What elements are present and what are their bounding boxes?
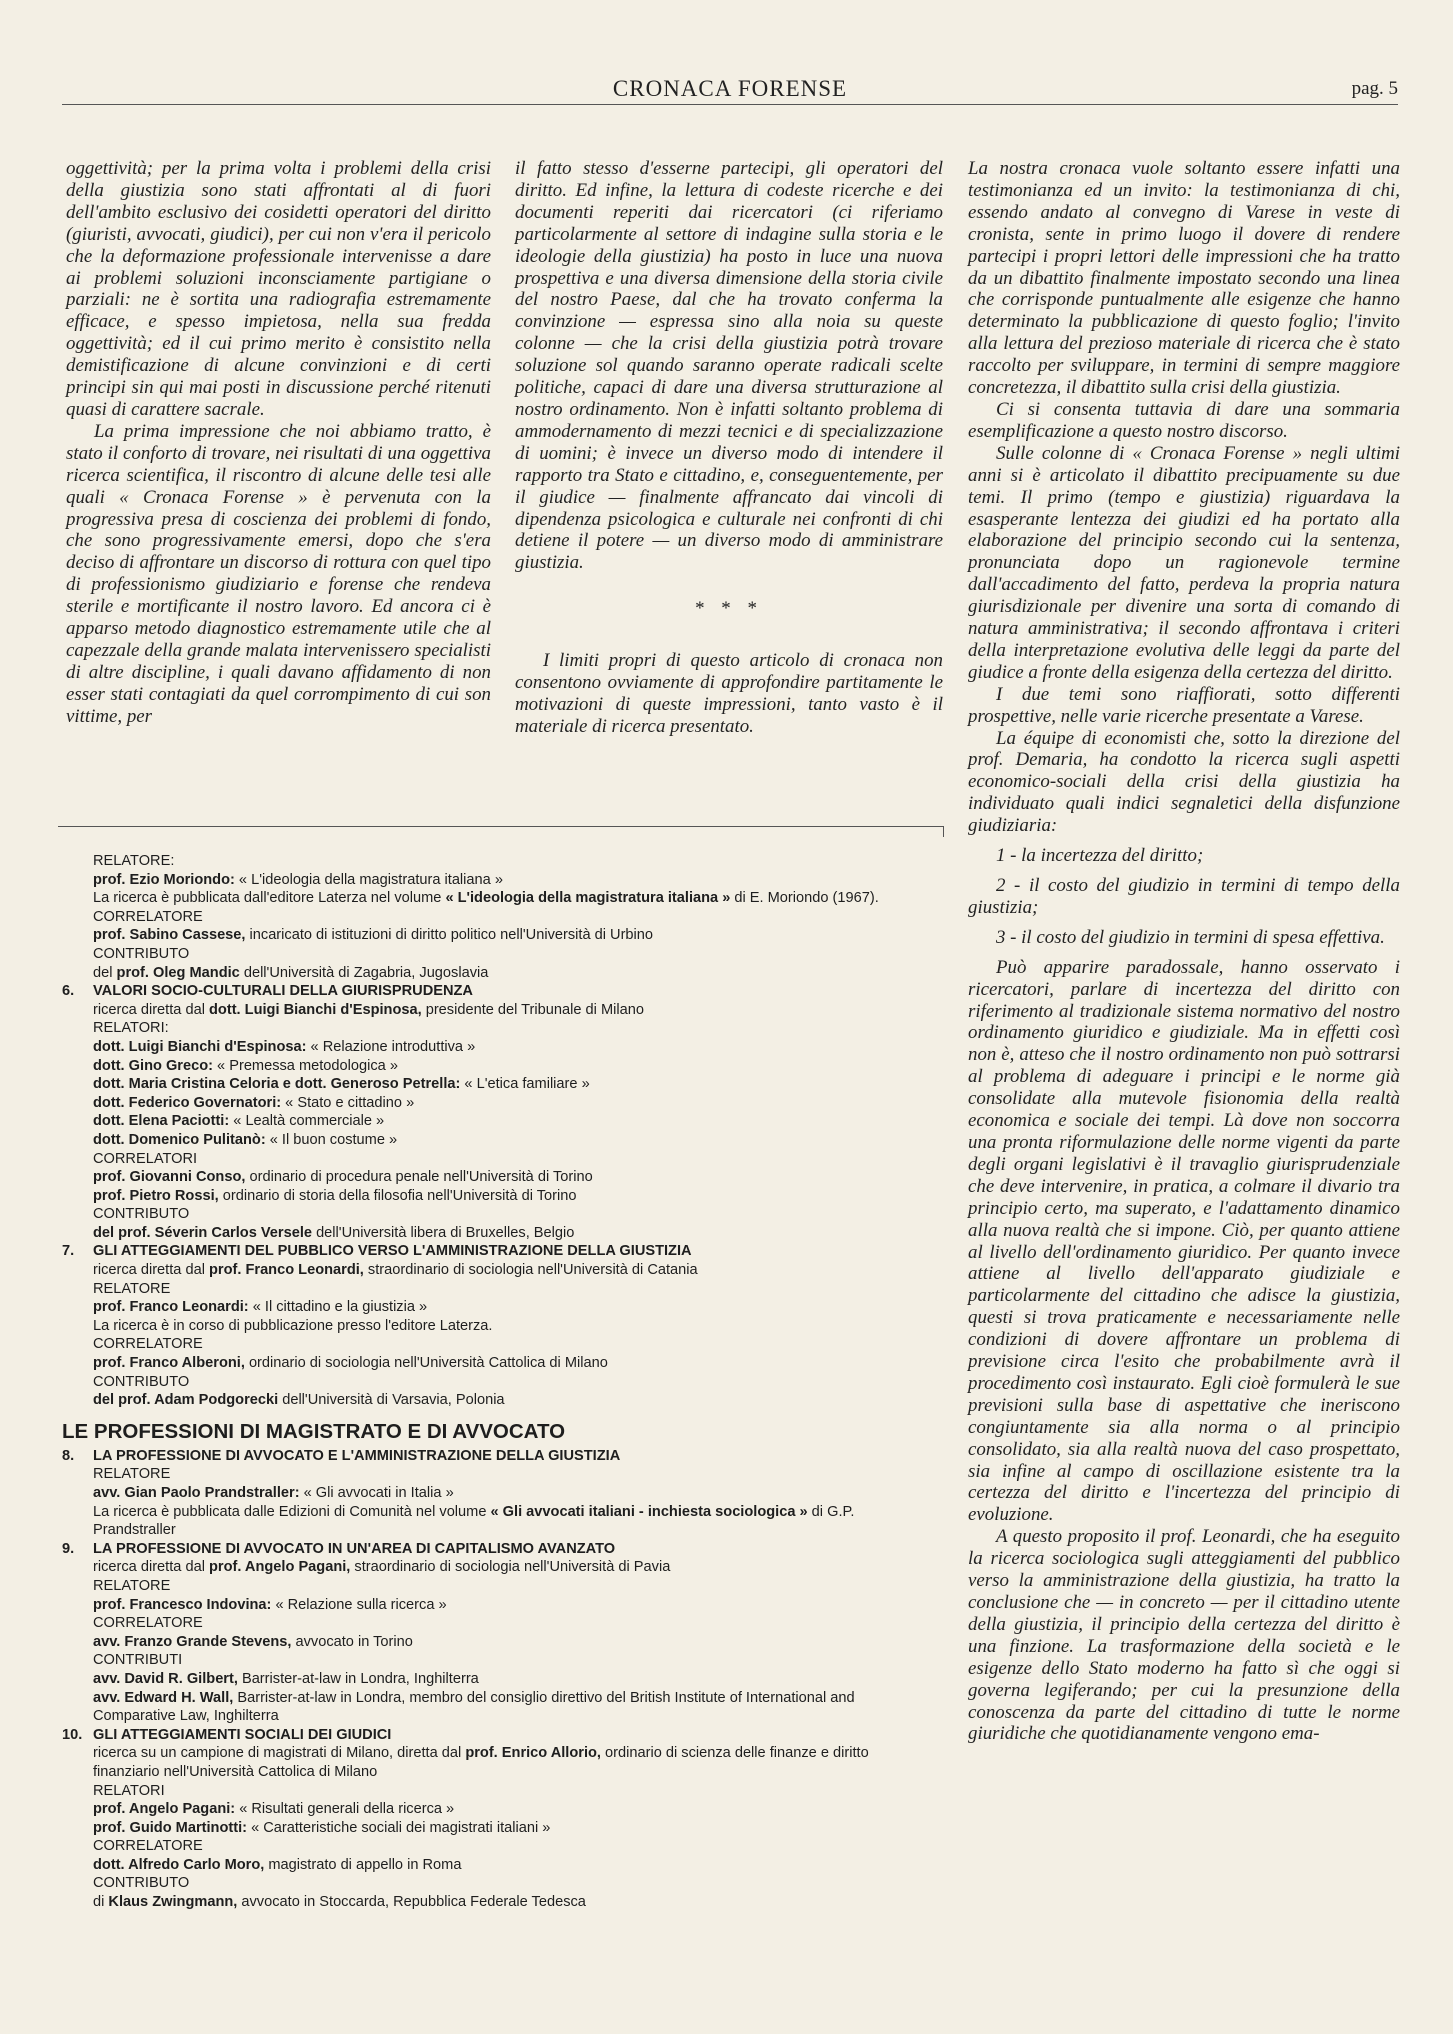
paragraph: Può apparire paradossale, hanno osservato i ricercatori, parlare di incertezza del diritto con riferimento al tradizionale sistema normativo del nostro ordinamento giuridico e giudiziale. Ma in effetti così non è, atteso che il nostro ordinamento non può sottrarsi al problema di adeguare i principi e le norme già consolidate alla mutevole fisionomia della realtà economica e sociale dei tempi. Là dove non soccorra una pronta riformulazione delle norme vigenti da parte degli organi legislativi è il travaglio giurisprudenziale che deve intervenire, in pratica, a colmare il divario tra principio certo, ma superato, e l'adattamento dinamico alla nuova realtà che si impone. Ciò, per quanto attiene al livello dell'ordinamento giuridico. Per quanto invece attiene al livello dell'apparato giudiziale e particolarmente del cittadino che adisce la giustizia, questi si trova praticamente e necessariamente nelle condizioni di dovere affrontare un problema di previsione circa l'esito che probabilmente avrà il procedimento così instaurato. Egli cioè formulerà le sue previsioni sulla base di aspettative che ineriscono congiuntamente sia alla norma o al principio consolidato, sia alla realtà nuova del caso prospettato, sia infine al campo di oscillazione esistente tra la certezza del diritto e l'incertezza del principio di evoluzione. [968,956,1400,1526]
program-line: CORRELATORE [93,908,203,925]
program-line: La ricerca è pubblicata dalle Edizioni di Comunità nel volume « Gli avvocati italiani - inchiesta sociologica » di G.P. Prandstraller [93,1503,855,1539]
program-line: ricerca diretta dal dott. Luigi Bianchi d'Espinosa, presidente del Tribunale di Milano [93,1001,644,1018]
program-line: La ricerca è pubblicata dall'editore Laterza nel volume « L'ideologia della magistratura italiana » di E. Moriondo (1967). [93,890,879,907]
program-line: prof. Francesco Indovina: « Relazione sulla ricerca » [93,1596,447,1613]
program-line: prof. Ezio Moriondo: « L'ideologia della magistratura italiana » [93,871,503,888]
page-header [62,76,1398,105]
program-line: prof. Franco Leonardi: « Il cittadino e la giustizia » [93,1299,428,1316]
program-line: avv. Gian Paolo Prandstraller: « Gli avvocati in Italia » [93,1485,454,1501]
program-box-frame [58,826,944,837]
program-section-heading: 9. LA PROFESSIONE DI AVVOCATO IN UN'AREA DI CAPITALISMO AVANZATO [62,1540,616,1557]
program-line: La ricerca è in corso di pubblicazione presso l'editore Laterza. [93,1317,493,1334]
program-section-heading: 6. VALORI SOCIO-CULTURALI DELLA GIURISPRUDENZA [62,983,473,1000]
list-item: 1 - la incertezza del diritto; [996,845,1204,867]
paragraph: A questo proposito il prof. Leonardi, che ha eseguito la ricerca sociologica sugli atteggiamenti del pubblico verso la amministrazione della giustizia, ha tratto la conclusione che — in concreto — per il cittadino utente della giustizia, il principio della certezza del diritto è una finzione. La trasformazione della società e le esigenze dello Stato moderno ha fatto sì che oggi si governa legiferando; per cui la presunzione della conoscenza da parte del cittadino di tutte le norme giuridiche che quotidianamente vengono ema- [968,1526,1400,1745]
program-line: dott. Luigi Bianchi d'Espinosa: « Relazione introduttiva » [93,1038,476,1055]
paragraph: I limiti propri di questo articolo di cronaca non consentono ovviamente di approfondire partitamente le motivazioni di queste impressioni, tanto vasto è il materiale di ricerca presentato. [515,650,943,737]
page-number: pag. 5 [1351,78,1398,99]
program-section-heading: 10. GLI ATTEGGIAMENTI SOCIALI DEI GIUDICI [62,1726,392,1743]
article-column-2 [515,158,943,738]
program-line: prof. Franco Alberoni, ordinario di sociologia nell'Università Cattolica di Milano [93,1355,608,1372]
program-line: dott. Domenico Pulitanò: « Il buon costume » [93,1131,398,1148]
program-line: prof. Sabino Cassese, incaricato di istituzioni di diritto politico nell'Università di Urbino [93,927,654,944]
program-line: ricerca su un campione di magistrati di Milano, diretta dal prof. Enrico Allorio, ordinario di scienza delle finanze e diritto finanziario nell'Università Cattolica di Milano [93,1745,869,1780]
paragraph: La prima impressione che noi abbiamo tratto, è stato il conforto di trovare, nei risultati di una oggettiva ricerca scientifica, il riscontro di alcune delle tesi alle quali « Cronaca Forense » è pervenuta con la progressiva presa di coscienza dei problemi di fondo, che sono progressivamente emersi, dopo che s'era deciso di affrontare un discorso di rottura con quel tipo di professionismo giudiziario e forense che rendeva sterile e mortificante il nostro lavoro. Ed ancora ci è apparso metodo diagnostico estremamente utile che al capezzale della grande malata intervenissero specialisti di altre discipline, i quali davano affidamento di non esser stati contagiati da quel corrompimento di cui son vittime, per [66,420,491,727]
program-line: prof. Guido Martinotti: « Caratteristiche sociali dei magistrati italiani » [93,1819,551,1836]
program-line: dott. Gino Greco: « Premessa metodologica » [93,1057,398,1074]
program-section-heading: 8. LA PROFESSIONE DI AVVOCATO E L'AMMINISTRAZIONE DELLA GIUSTIZIA [62,1447,621,1464]
paragraph: La équipe di economisti che, sotto la direzione del prof. Demaria, ha condotto la ricerca sugli aspetti economico-sociali della crisi della giustizia ha individuato quali indici segnaletici della disfunzione giudiziaria: [968,727,1400,837]
program-line: CONTRIBUTO [93,945,190,962]
program-line: RELATORE [93,1280,171,1297]
paragraph: I due temi sono riaffiorati, sotto differenti prospettive, nelle varie ricerche presentate a Varese. [968,683,1400,727]
program-line: RELATORE [93,1466,171,1483]
program-line: del prof. Adam Podgorecki dell'Università di Varsavia, Polonia [93,1392,505,1409]
journal-title: CRONACA FORENSE [612,76,848,101]
conference-program [62,852,942,1912]
list-item: 2 - il costo del giudizio in termini di tempo della giustizia; [968,875,1400,918]
program-line: dott. Federico Governatori: « Stato e cittadino » [93,1094,415,1111]
paragraph: Ci si consenta tuttavia di dare una sommaria esemplificazione a questo nostro discorso. [968,398,1400,442]
program-section-title: LE PROFESSIONI DI MAGISTRATO E DI AVVOCATO [62,1419,566,1443]
paragraph: il fatto stesso d'esserne partecipi, gli operatori del diritto. Ed infine, la lettura di codeste ricerche e dei documenti reperiti dai ricercatori (ci riferiamo particolarmente al settore di indagine sulla storia e le ideologie della giustizia) ha posto in luce una nuova prospettiva e una diversa dimensione della storia civile del nostro Paese, dal che ha trovato conferma la convinzione — espressa sino alla noia su queste colonne — che la crisi della giustizia potrà trovare soluzione sol quando saranno operate radicali scelte politiche, capaci di dare una diversa strutturazione al nostro ordinamento. Non è infatti soltanto problema di ammodernamento di mezzi tecnici e di specializzazione di uomini; è invece un diverso modo di intendere il rapporto tra Stato e cittadino, e, conseguentemente, per il giudice — finalmente affrancato dai vincoli di dipendenza psicologica e culturale nei confronti di chi detiene il potere — un diverso modo di amministrare giustizia. [515,158,943,574]
program-line: CORRELATORI [93,1150,198,1167]
program-line: del prof. Oleg Mandic dell'Università di Zagabria, Jugoslavia [93,964,489,981]
program-line: RELATORI: [93,1020,169,1037]
article-column-1 [66,158,491,728]
paragraph: oggettività; per la prima volta i problemi della crisi della giustizia sono stati affrontati al di fuori dell'ambito esclusivo dei cosidetti operatori del diritto (giuristi, avvocati, giudici), per cui non v'era il pericolo che la deformazione professionale intervenisse a dare ai problemi soluzioni inconsciamente partigiane o parziali: ne è sortita una radiografia estremamente efficace, e spesso impietosa, nella sua fredda oggettività; ed il cui primo merito è consistito nella demistificazione di alcune convinzioni e di certi principi sin qui mai posti in discussione perché ritenuti quasi di carattere sacrale. [66,158,491,420]
program-line: del prof. Séverin Carlos Versele dell'Università libera di Bruxelles, Belgio [93,1224,575,1241]
program-line: RELATORE: [93,853,175,869]
program-line: CONTRIBUTO [93,1373,190,1390]
program-line: prof. Pietro Rossi, ordinario di storia della filosofia nell'Università di Torino [93,1187,577,1204]
program-line: CORRELATORE [93,1336,203,1353]
program-line: prof. Giovanni Conso, ordinario di procedura penale nell'Università di Torino [93,1169,593,1186]
paragraph: Sulle colonne di « Cronaca Forense » negli ultimi anni si è articolato il dibattito precipuamente su due temi. Il primo (tempo e giustizia) riguardava la esasperante lentezza dei giudizi ed ha portato alla elaborazione del principio secondo cui la sentenza, pronunciata dopo un ragionevole termine dall'accadimento del fatto, perdeva la propria natura giurisdizionale per divenire una sorta di comando di natura amministrativa; il secondo affrontava i criteri della interpretazione evolutiva delle leggi da parte del giudice a fronte della esigenza della certezza del diritto. [968,442,1400,683]
program-line: RELATORE [93,1577,171,1594]
program-line: CORRELATORE [93,1838,203,1855]
program-line: RELATORI [93,1782,165,1799]
program-line: ricerca diretta dal prof. Angelo Pagani, straordinario di sociologia nell'Università di Pavia [93,1559,671,1576]
list-item: 3 - il costo del giudizio in termini di spesa effettiva. [996,926,1385,948]
program-line: di Klaus Zwingmann, avvocato in Stoccarda, Repubblica Federale Tedesca [93,1894,586,1911]
program-line: dott. Elena Paciotti: « Lealtà commerciale » [93,1113,385,1130]
program-line: CONTRIBUTO [93,1206,190,1223]
program-line: ricerca diretta dal prof. Franco Leonardi, straordinario di sociologia nell'Università di Catania [93,1262,698,1279]
section-separator: * * * [695,598,763,620]
program-section-heading: 7. GLI ATTEGGIAMENTI DEL PUBBLICO VERSO L'AMMINISTRAZIONE DELLA GIUSTIZIA [62,1243,692,1260]
program-line: dott. Alfredo Carlo Moro, magistrato di appello in Roma [93,1856,462,1873]
program-line: dott. Maria Cristina Celoria e dott. Generoso Petrella: « L'etica familiare » [93,1076,590,1093]
program-line: prof. Angelo Pagani: « Risultati generali della ricerca » [93,1801,455,1818]
article-column-3 [968,158,1400,1745]
paragraph: La nostra cronaca vuole soltanto essere infatti una testimonianza ed un invito: la testimonianza di chi, essendo andato al convegno di Varese in veste di cronista, sente in primo luogo il dovere di rendere partecipi i propri lettori delle impressioni che ha tratto da un dibattito finalmente impostato secondo una linea che corrisponde puntualmente alle esigenze che hanno determinato la pubblicazione di questo foglio; l'invito alla lettura del prezioso materiale di ricerca che è stato raccolto per sviluppare, in termini di sempre maggiore concretezza, il dibattito sulla crisi della giustizia. [968,158,1400,399]
program-line: CONTRIBUTO [93,1875,190,1892]
program-line: avv. Franzo Grande Stevens, avvocato in Torino [93,1633,413,1650]
program-line: CORRELATORE [93,1615,203,1632]
program-line: avv. Edward H. Wall, Barrister-at-law in Londra, membro del consiglio direttivo del British Institute of International and Comparative Law, Inghilterra [93,1689,855,1725]
program-line: CONTRIBUTI [93,1652,183,1669]
program-line: avv. David R. Gilbert, Barrister-at-law in Londra, Inghilterra [93,1670,479,1687]
